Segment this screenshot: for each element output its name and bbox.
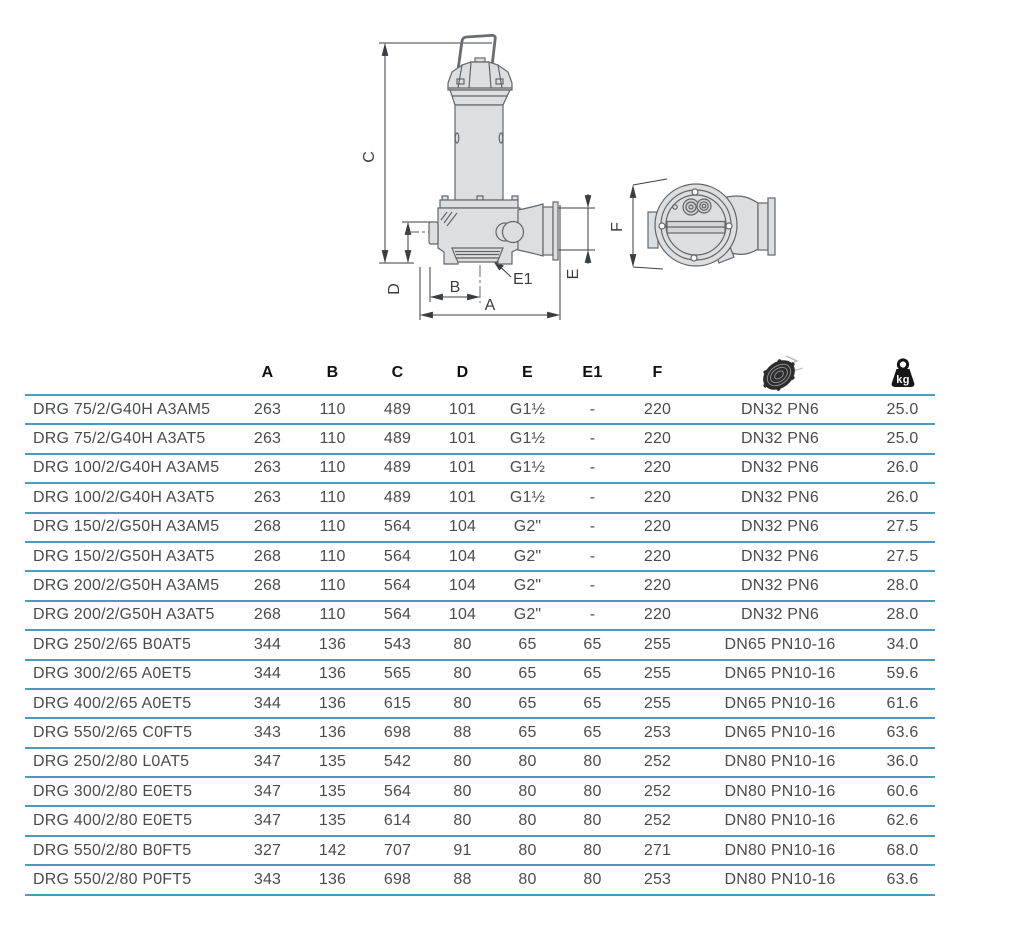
value-cell-kg: 68.0 — [870, 836, 935, 865]
model-cell: DRG 100/2/G40H A3AM5 — [25, 454, 235, 483]
value-cell-a: 344 — [235, 630, 300, 659]
table-row — [25, 542, 935, 571]
value-cell-b: 135 — [300, 748, 365, 777]
value-cell-c: 565 — [365, 660, 430, 689]
value-cell-dn: DN65 PN10-16 — [690, 630, 870, 659]
value-cell-dn: DN32 PN6 — [690, 483, 870, 512]
header-dim-B: B — [300, 352, 365, 395]
value-cell-dn: DN32 PN6 — [690, 571, 870, 600]
value-cell-e: G1½ — [495, 395, 560, 424]
value-cell-dn: DN32 PN6 — [690, 542, 870, 571]
value-cell-kg: 59.6 — [870, 660, 935, 689]
value-cell-b: 136 — [300, 865, 365, 894]
value-cell-b: 142 — [300, 836, 365, 865]
value-cell-f: 252 — [625, 748, 690, 777]
value-cell-dn: DN80 PN10-16 — [690, 836, 870, 865]
value-cell-f: 253 — [625, 718, 690, 747]
model-cell: DRG 400/2/65 A0ET5 — [25, 689, 235, 718]
table-row — [25, 865, 935, 894]
value-cell-d: 80 — [430, 748, 495, 777]
value-cell-a: 263 — [235, 424, 300, 453]
value-cell-a: 268 — [235, 513, 300, 542]
model-cell: DRG 150/2/G50H A3AT5 — [25, 542, 235, 571]
table-row — [25, 660, 935, 689]
header-dim-D: D — [430, 352, 495, 395]
value-cell-d: 80 — [430, 689, 495, 718]
value-cell-e1: - — [560, 542, 625, 571]
value-cell-d: 101 — [430, 483, 495, 512]
model-cell: DRG 150/2/G50H A3AM5 — [25, 513, 235, 542]
model-cell: DRG 100/2/G40H A3AT5 — [25, 483, 235, 512]
value-cell-b: 136 — [300, 718, 365, 747]
value-cell-e: 65 — [495, 630, 560, 659]
pump-body — [429, 35, 558, 264]
value-cell-dn: DN32 PN6 — [690, 513, 870, 542]
model-cell: DRG 75/2/G40H A3AT5 — [25, 424, 235, 453]
model-cell: DRG 400/2/80 E0ET5 — [25, 806, 235, 835]
value-cell-d: 104 — [430, 513, 495, 542]
value-cell-b: 135 — [300, 777, 365, 806]
value-cell-dn: DN32 PN6 — [690, 395, 870, 424]
model-cell: DRG 250/2/65 B0AT5 — [25, 630, 235, 659]
value-cell-dn: DN32 PN6 — [690, 424, 870, 453]
value-cell-kg: 62.6 — [870, 806, 935, 835]
casing-flange — [440, 200, 518, 208]
table-row — [25, 571, 935, 600]
discharge-flange — [553, 202, 558, 260]
value-cell-kg: 36.0 — [870, 748, 935, 777]
value-cell-e1: 80 — [560, 865, 625, 894]
value-cell-e: 80 — [495, 777, 560, 806]
value-cell-c: 614 — [365, 806, 430, 835]
pump-top-view-drawing — [608, 158, 812, 295]
value-cell-e: G2" — [495, 601, 560, 630]
value-cell-d: 104 — [430, 601, 495, 630]
value-cell-e: 65 — [495, 660, 560, 689]
value-cell-e: G2" — [495, 513, 560, 542]
value-cell-e: 65 — [495, 689, 560, 718]
value-cell-c: 707 — [365, 836, 430, 865]
value-cell-a: 347 — [235, 777, 300, 806]
value-cell-d: 101 — [430, 395, 495, 424]
value-cell-b: 110 — [300, 542, 365, 571]
value-cell-d: 88 — [430, 718, 495, 747]
value-cell-c: 543 — [365, 630, 430, 659]
table-row — [25, 777, 935, 806]
value-cell-a: 327 — [235, 836, 300, 865]
value-cell-f: 220 — [625, 454, 690, 483]
table-row — [25, 513, 935, 542]
suction-boss — [429, 222, 438, 244]
value-cell-b: 110 — [300, 513, 365, 542]
value-cell-d: 80 — [430, 777, 495, 806]
value-cell-c: 564 — [365, 571, 430, 600]
value-cell-e: G1½ — [495, 483, 560, 512]
value-cell-dn: DN32 PN6 — [690, 454, 870, 483]
value-cell-f: 220 — [625, 513, 690, 542]
value-cell-d: 91 — [430, 836, 495, 865]
value-cell-kg: 34.0 — [870, 630, 935, 659]
discharge-flange-face — [768, 198, 775, 255]
value-cell-kg: 27.5 — [870, 542, 935, 571]
dim-label-B: B — [449, 279, 461, 296]
value-cell-b: 110 — [300, 454, 365, 483]
value-cell-c: 489 — [365, 395, 430, 424]
dimensions-table — [25, 352, 935, 896]
value-cell-e: 65 — [495, 718, 560, 747]
value-cell-a: 347 — [235, 748, 300, 777]
dim-label-D: D — [386, 283, 403, 295]
model-cell: DRG 550/2/80 B0FT5 — [25, 836, 235, 865]
model-cell: DRG 550/2/65 C0FT5 — [25, 718, 235, 747]
header-dim-E1: E1 — [560, 352, 625, 395]
value-cell-b: 135 — [300, 806, 365, 835]
value-cell-kg: 28.0 — [870, 571, 935, 600]
value-cell-a: 268 — [235, 571, 300, 600]
value-cell-e: G1½ — [495, 424, 560, 453]
spec-table-body — [25, 395, 935, 895]
value-cell-a: 268 — [235, 601, 300, 630]
value-cell-c: 564 — [365, 542, 430, 571]
table-row — [25, 630, 935, 659]
value-cell-c: 542 — [365, 748, 430, 777]
value-cell-e1: 65 — [560, 718, 625, 747]
table-row — [25, 424, 935, 453]
value-cell-kg: 25.0 — [870, 424, 935, 453]
value-cell-f: 220 — [625, 483, 690, 512]
value-cell-kg: 60.6 — [870, 777, 935, 806]
value-cell-kg: 63.6 — [870, 865, 935, 894]
header-weight — [870, 352, 935, 395]
value-cell-dn: DN80 PN10-16 — [690, 865, 870, 894]
value-cell-e: G1½ — [495, 454, 560, 483]
value-cell-b: 110 — [300, 601, 365, 630]
value-cell-e: 80 — [495, 806, 560, 835]
value-cell-a: 263 — [235, 483, 300, 512]
value-cell-kg: 63.6 — [870, 718, 935, 747]
dim-label-C: C — [361, 151, 378, 163]
header-dim-C: C — [365, 352, 430, 395]
model-cell: DRG 75/2/G40H A3AM5 — [25, 395, 235, 424]
value-cell-c: 564 — [365, 601, 430, 630]
value-cell-b: 136 — [300, 630, 365, 659]
model-cell: DRG 200/2/G50H A3AT5 — [25, 601, 235, 630]
value-cell-e1: - — [560, 483, 625, 512]
value-cell-e1: - — [560, 454, 625, 483]
dim-label-F: F — [609, 222, 626, 232]
value-cell-kg: 27.5 — [870, 513, 935, 542]
model-cell: DRG 550/2/80 P0FT5 — [25, 865, 235, 894]
value-cell-c: 615 — [365, 689, 430, 718]
value-cell-d: 104 — [430, 542, 495, 571]
table-row — [25, 483, 935, 512]
value-cell-e1: 65 — [560, 630, 625, 659]
value-cell-e1: - — [560, 395, 625, 424]
value-cell-f: 255 — [625, 689, 690, 718]
value-cell-kg: 26.0 — [870, 454, 935, 483]
value-cell-a: 263 — [235, 395, 300, 424]
value-cell-dn: DN80 PN10-16 — [690, 748, 870, 777]
value-cell-c: 489 — [365, 454, 430, 483]
header-outlet-flange — [690, 352, 870, 395]
dim-label-E1: E1 — [513, 271, 533, 288]
table-row — [25, 601, 935, 630]
value-cell-f: 220 — [625, 601, 690, 630]
pump-front-view-drawing — [358, 18, 620, 330]
value-cell-f: 271 — [625, 836, 690, 865]
value-cell-e1: 80 — [560, 777, 625, 806]
value-cell-b: 110 — [300, 483, 365, 512]
value-cell-e1: 80 — [560, 748, 625, 777]
discharge-boss — [503, 222, 524, 243]
value-cell-f: 220 — [625, 542, 690, 571]
value-cell-b: 110 — [300, 424, 365, 453]
value-cell-d: 88 — [430, 865, 495, 894]
value-cell-dn: DN65 PN10-16 — [690, 718, 870, 747]
value-cell-a: 343 — [235, 865, 300, 894]
weight-unit-label: kg — [895, 374, 910, 386]
value-cell-e1: - — [560, 601, 625, 630]
value-cell-c: 698 — [365, 865, 430, 894]
header-dim-E: E — [495, 352, 560, 395]
value-cell-d: 101 — [430, 454, 495, 483]
value-cell-e1: 80 — [560, 806, 625, 835]
value-cell-e1: - — [560, 571, 625, 600]
value-cell-dn: DN65 PN10-16 — [690, 689, 870, 718]
table-header-row — [25, 352, 935, 395]
value-cell-d: 80 — [430, 660, 495, 689]
value-cell-e: G2" — [495, 571, 560, 600]
motor-neck — [450, 90, 510, 105]
value-cell-f: 220 — [625, 571, 690, 600]
value-cell-e1: - — [560, 513, 625, 542]
table-row — [25, 836, 935, 865]
weight-kg-icon — [890, 358, 916, 388]
value-cell-a: 268 — [235, 542, 300, 571]
pump-top-body — [648, 184, 775, 266]
value-cell-kg: 25.0 — [870, 395, 935, 424]
value-cell-e: G2" — [495, 542, 560, 571]
value-cell-b: 110 — [300, 571, 365, 600]
value-cell-a: 344 — [235, 660, 300, 689]
table-row — [25, 748, 935, 777]
value-cell-kg: 28.0 — [870, 601, 935, 630]
value-cell-f: 255 — [625, 630, 690, 659]
value-cell-dn: DN80 PN10-16 — [690, 806, 870, 835]
value-cell-d: 101 — [430, 424, 495, 453]
value-cell-f: 220 — [625, 424, 690, 453]
value-cell-c: 489 — [365, 483, 430, 512]
header-dim-A: A — [235, 352, 300, 395]
model-cell: DRG 200/2/G50H A3AM5 — [25, 571, 235, 600]
value-cell-d: 104 — [430, 571, 495, 600]
value-cell-f: 253 — [625, 865, 690, 894]
table-row — [25, 395, 935, 424]
value-cell-c: 564 — [365, 513, 430, 542]
dim-label-A: A — [484, 297, 496, 314]
value-cell-f: 255 — [625, 660, 690, 689]
model-cell: DRG 300/2/65 A0ET5 — [25, 660, 235, 689]
model-cell: DRG 250/2/80 L0AT5 — [25, 748, 235, 777]
value-cell-a: 344 — [235, 689, 300, 718]
table-row — [25, 718, 935, 747]
value-cell-kg: 61.6 — [870, 689, 935, 718]
value-cell-e1: 65 — [560, 660, 625, 689]
value-cell-dn: DN65 PN10-16 — [690, 660, 870, 689]
value-cell-e1: 80 — [560, 836, 625, 865]
value-cell-e: 80 — [495, 836, 560, 865]
value-cell-b: 136 — [300, 660, 365, 689]
dim-label-E: E — [565, 268, 582, 280]
value-cell-b: 136 — [300, 689, 365, 718]
value-cell-a: 263 — [235, 454, 300, 483]
value-cell-c: 564 — [365, 777, 430, 806]
value-cell-kg: 26.0 — [870, 483, 935, 512]
value-cell-dn: DN80 PN10-16 — [690, 777, 870, 806]
value-cell-f: 220 — [625, 395, 690, 424]
flange-icon — [757, 352, 803, 394]
table-row — [25, 689, 935, 718]
model-cell: DRG 300/2/80 E0ET5 — [25, 777, 235, 806]
value-cell-e1: - — [560, 424, 625, 453]
value-cell-f: 252 — [625, 777, 690, 806]
value-cell-b: 110 — [300, 395, 365, 424]
header-dim-F: F — [625, 352, 690, 395]
value-cell-a: 343 — [235, 718, 300, 747]
table-row — [25, 454, 935, 483]
cable-glands — [683, 199, 711, 215]
motor-housing — [455, 105, 503, 200]
value-cell-a: 347 — [235, 806, 300, 835]
value-cell-e: 80 — [495, 748, 560, 777]
suction-strainer — [452, 248, 503, 258]
header-model — [25, 352, 235, 395]
value-cell-e1: 65 — [560, 689, 625, 718]
value-cell-f: 252 — [625, 806, 690, 835]
value-cell-d: 80 — [430, 630, 495, 659]
table-row — [25, 806, 935, 835]
value-cell-c: 698 — [365, 718, 430, 747]
value-cell-dn: DN32 PN6 — [690, 601, 870, 630]
value-cell-e: 80 — [495, 865, 560, 894]
value-cell-c: 489 — [365, 424, 430, 453]
value-cell-d: 80 — [430, 806, 495, 835]
